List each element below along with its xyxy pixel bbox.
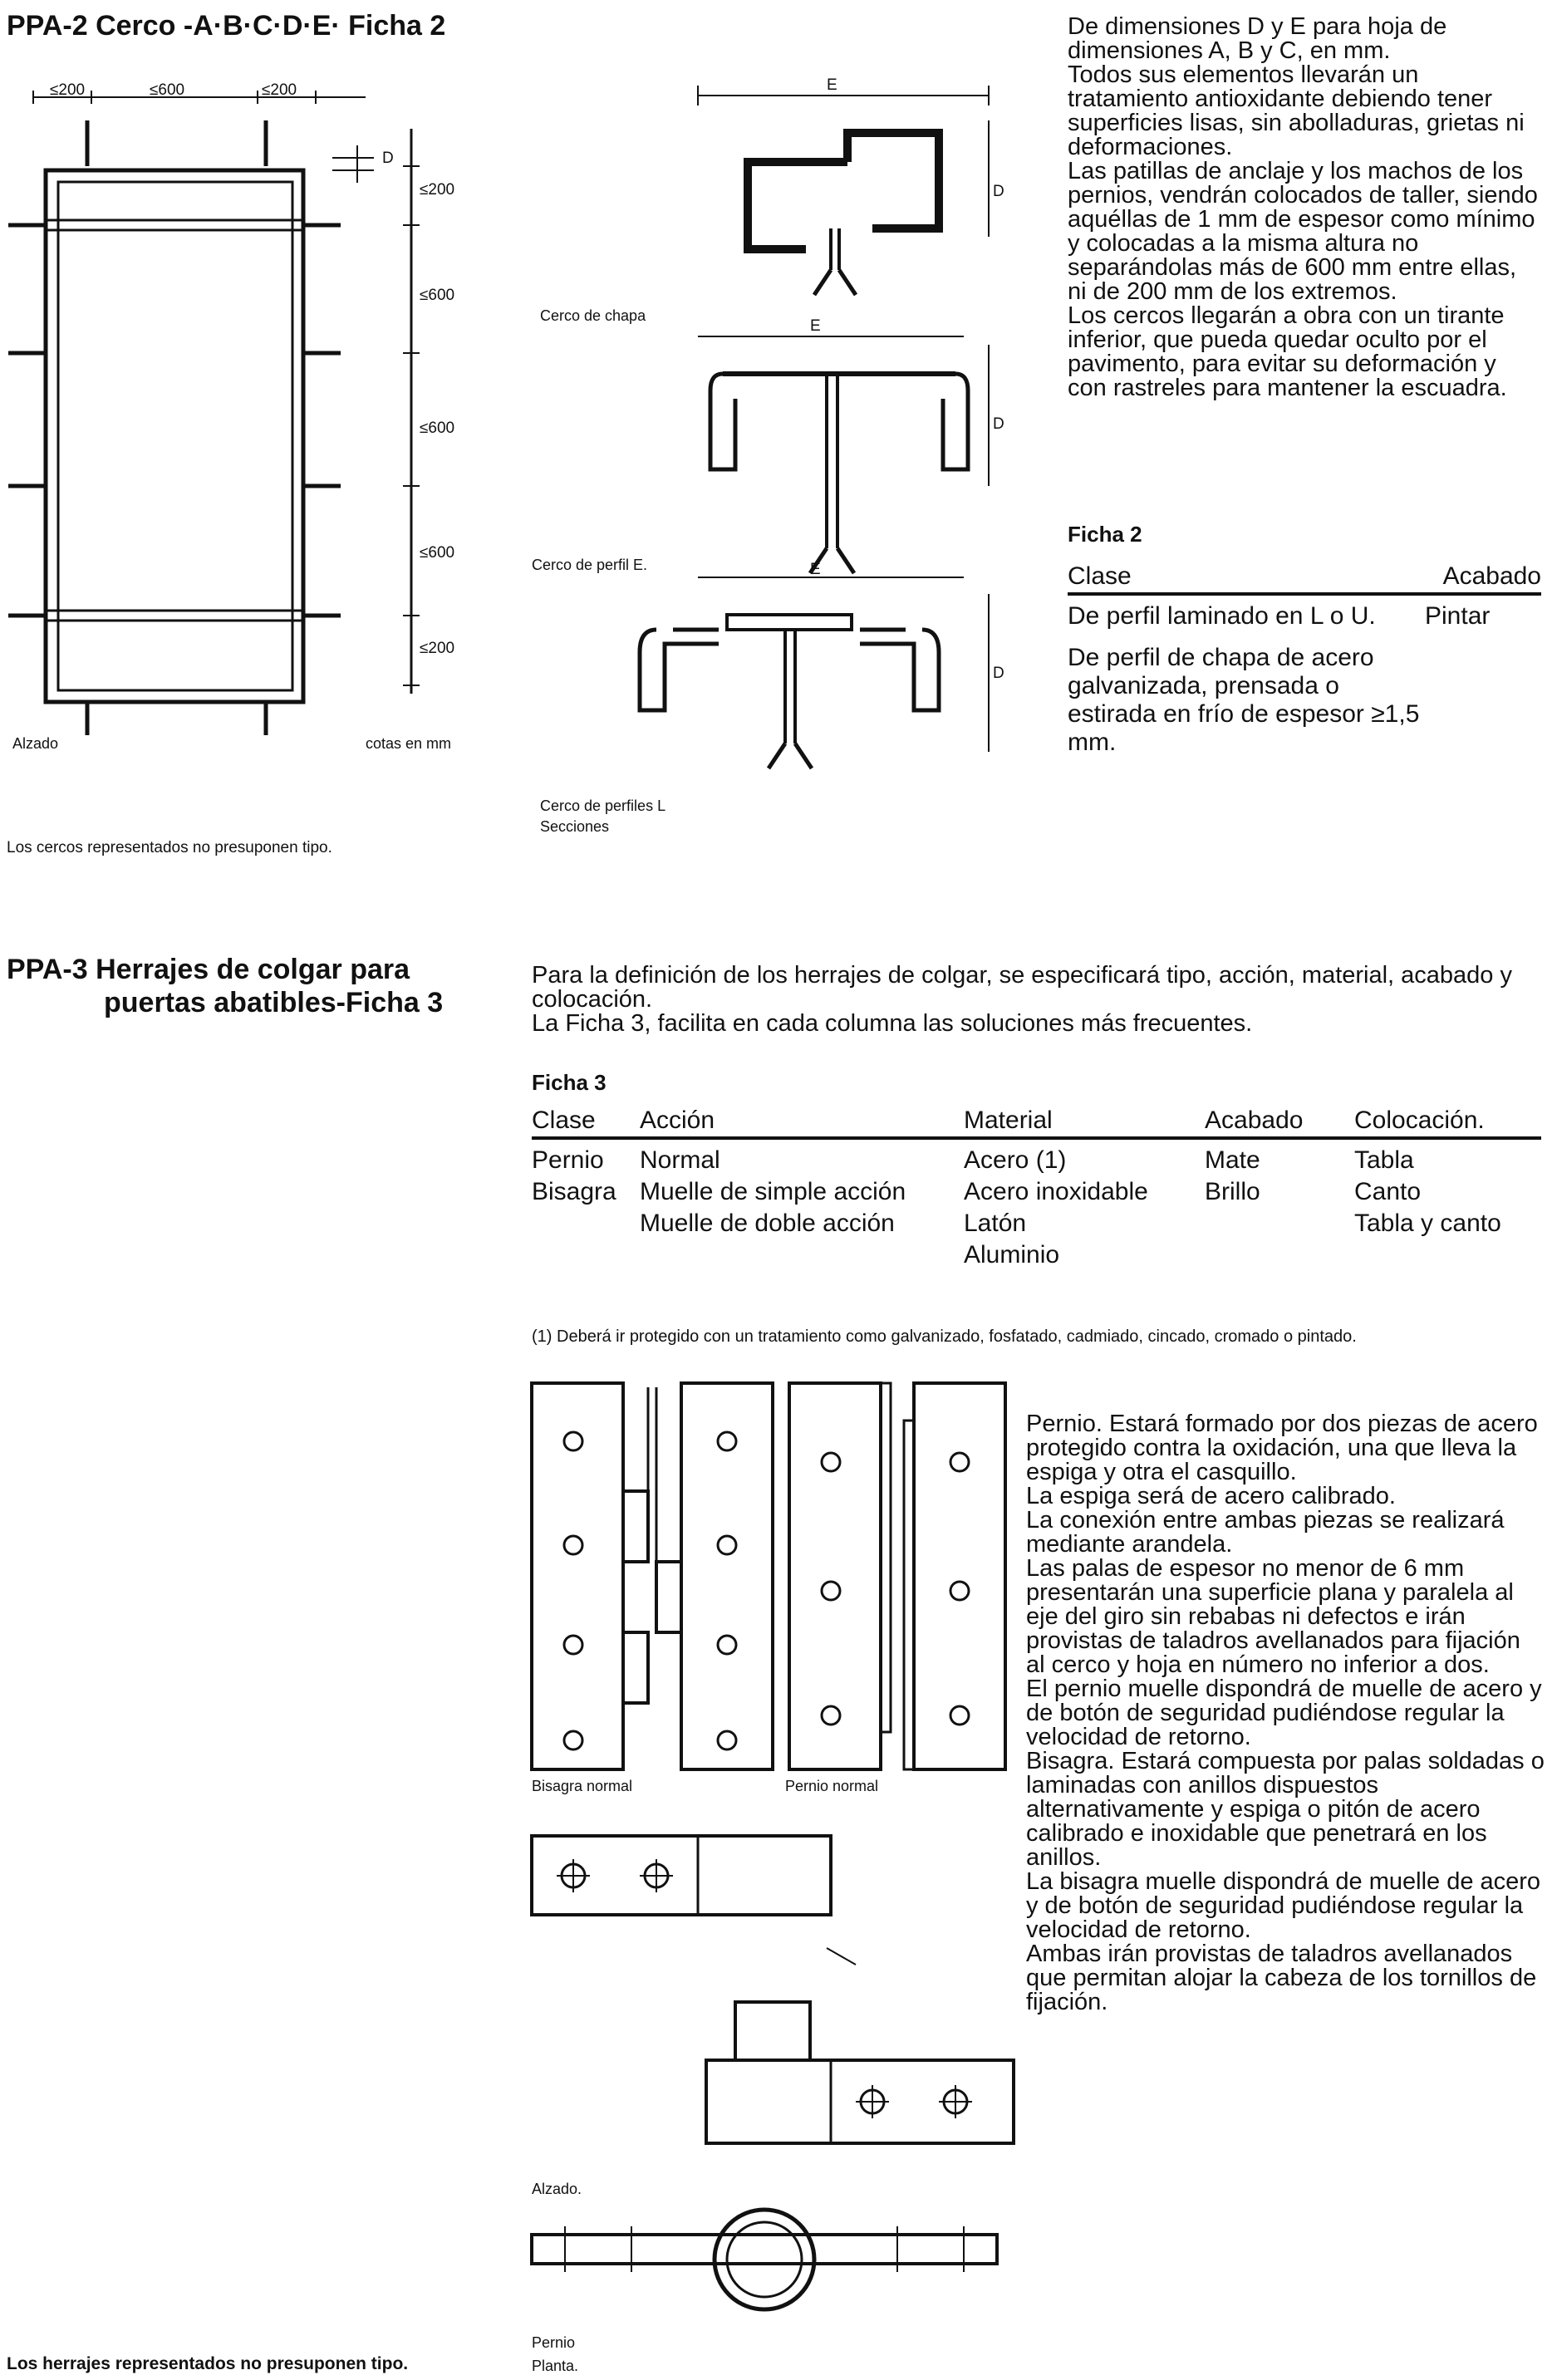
column-header: Clase (1068, 561, 1425, 594)
ppa3-title-line1: PPA-3 Herrajes de colgar para (7, 954, 410, 985)
dim-side-3: ≤600 (420, 420, 455, 437)
column-header: Acción (640, 1105, 964, 1138)
caption-pernio: Pernio (532, 2334, 576, 2351)
ficha2-title: Ficha 2 (1068, 522, 1142, 547)
caption-secciones: Secciones (540, 818, 610, 835)
table-cell: Tabla y canto (1354, 1210, 1501, 1237)
sec2-D-label: D (993, 415, 1004, 433)
table-row (1068, 594, 1541, 632)
ppa3-description (1026, 1412, 1545, 2014)
alzado-caption: Alzado (12, 735, 59, 752)
table-cell: Pintar (1425, 602, 1491, 630)
ppa3-paragraph: La conexión entre ambas piezas se realizará mediante arandela. (1026, 1507, 1505, 1558)
ppa3-intro-paragraph: Para la definición de los herrajes de colgar, se especificará tipo, acción, material, acabado y colocación. (532, 962, 1512, 1013)
table-row (532, 1176, 1541, 1208)
column-header: Material (964, 1105, 1205, 1138)
table-row (532, 1239, 1541, 1271)
sec1-E-label: E (827, 76, 837, 94)
dim-top-right: ≤200 (262, 81, 297, 99)
dim-side-1: ≤200 (420, 181, 455, 199)
table-cell: Acero (1) (964, 1146, 1067, 1174)
table-cell (1425, 632, 1541, 758)
sec1-D-label: D (993, 183, 1004, 200)
table-header-row (532, 1105, 1541, 1138)
ppa3-paragraph: Ambas irán provistas de taladros avellanados que permitan alojar la cabeza de los tornillos de fijación. (1026, 1941, 1537, 2015)
table-cell: Canto (1354, 1178, 1422, 1205)
ppa2-title: PPA-2 Cerco -A·B·C·D·E· Ficha 2 (7, 10, 446, 42)
ppa3-paragraph: Pernio. Estará formado por dos piezas de acero protegido contra la oxidación, una que lleva la espiga y otra el casquillo. (1026, 1411, 1538, 1485)
caption-alzado: Alzado. (532, 2181, 582, 2197)
ppa2-frame-elevation-drawing (0, 79, 515, 727)
ppa2-footnote: Los cercos representados no presuponen tipo. (7, 839, 332, 856)
dim-side-4: ≤600 (420, 544, 455, 562)
table-cell: Acero inoxidable (964, 1178, 1148, 1205)
table-cell: De perfil de chapa de acero galvanizada, prensada o estirada en frío de espesor ≥1,5 mm. (1068, 644, 1420, 756)
sec3-D-label: D (993, 665, 1004, 682)
ppa3-title-line2: puertas abatibles-Ficha 3 (104, 987, 444, 1018)
caption-cerco-perfil-e: Cerco de perfil E. (532, 557, 648, 573)
ficha3-title: Ficha 3 (532, 1070, 607, 1095)
table-cell: Pernio (532, 1146, 604, 1174)
dim-top-center: ≤600 (150, 81, 185, 99)
ppa3-paragraph: La bisagra muelle dispondrá de muelle de acero y de botón de seguridad pudiéndose regular la velocidad de retorno. (1026, 1868, 1541, 1943)
ppa2-sections-drawing (523, 71, 1014, 818)
table-row (1068, 632, 1541, 758)
table-header-row (1068, 561, 1541, 594)
caption-cerco-chapa: Cerco de chapa (540, 307, 646, 324)
caption-planta: Planta. (532, 2358, 579, 2374)
table-cell: Normal (640, 1146, 720, 1174)
ppa3-paragraph: La espiga será de acero calibrado. (1026, 1483, 1396, 1509)
ppa2-paragraph: De dimensiones D y E para hoja de dimensiones A, B y C, en mm. (1068, 13, 1447, 64)
ppa2-paragraph: Todos sus elementos llevarán un tratamiento antioxidante debiendo tener superficies lisas, sin abolladuras, grietas ni deformaciones. (1068, 61, 1525, 160)
ppa3-intro-paragraph: La Ficha 3, facilita en cada columna las soluciones más frecuentes. (532, 1010, 1253, 1037)
ppa3-paragraph: Bisagra. Estará compuesta por palas soldadas o laminadas con anillos dispuestos alternativamente y espiga o pitón de acero calibrado e inoxidable que penetrará en los anillos. (1026, 1748, 1545, 1871)
sec3-E-label: E (810, 561, 821, 578)
ppa3-paragraph: El pernio muelle dispondrá de muelle de acero y de botón de seguridad pudiéndose regular la velocidad de retorno. (1026, 1676, 1542, 1750)
caption-pernio-normal: Pernio normal (785, 1778, 879, 1794)
dim-top-left: ≤200 (50, 81, 86, 99)
dim-side-2: ≤600 (420, 287, 455, 304)
table-cell: Bisagra (532, 1178, 616, 1205)
ppa3-paragraph: Las palas de espesor no menor de 6 mm presentarán una superficie plana y paralela al eje del giro sin rebabas ni defectos e irán provistas de taladros avellanados para fijación al cerco y hoja en número no inferior a dos. (1026, 1555, 1520, 1678)
ppa2-paragraph: Las patillas de anclaje y los machos de los pernios, vendrán colocados de taller, siendo aquéllas de 1 mm de espesor como mínimo y colocadas a la misma altura no separándolas más de 600 mm entre ellas, ni de 200 mm de los extremos. (1068, 158, 1538, 305)
cotas-caption: cotas en mm (366, 735, 452, 752)
table-cell: Latón (964, 1210, 1027, 1237)
table-cell (640, 1239, 964, 1271)
table-cell: Tabla (1354, 1146, 1414, 1174)
column-header: Acabado (1425, 561, 1541, 594)
ppa2-description (1068, 15, 1541, 400)
table-cell (1205, 1239, 1354, 1271)
column-header: Acabado (1205, 1105, 1354, 1138)
sec2-E-label: E (810, 317, 821, 335)
caption-bisagra-normal: Bisagra normal (532, 1778, 633, 1794)
ficha2-table (1068, 561, 1541, 758)
ppa3-footnote: Los herrajes representados no presuponen tipo. (7, 2354, 409, 2373)
table-cell: Muelle de doble acción (640, 1210, 895, 1237)
table-cell (532, 1208, 640, 1239)
caption-cerco-perfiles-l: Cerco de perfiles L (540, 797, 666, 814)
ppa2-paragraph: Los cercos llegarán a obra con un tirante inferior, que pueda quedar oculto por el pavimento, para evitar su deformación y con rastreles para mantener la escuadra. (1068, 302, 1507, 401)
table-cell (532, 1239, 640, 1271)
table-cell (1354, 1239, 1541, 1271)
table-cell: Aluminio (964, 1241, 1060, 1269)
column-header: Colocación. (1354, 1105, 1541, 1138)
ficha3-table (532, 1105, 1541, 1271)
ppa3-intro (532, 964, 1545, 1036)
table-cell (1205, 1208, 1354, 1239)
table-cell: De perfil laminado en L o U. (1068, 602, 1376, 630)
column-header: Clase (532, 1105, 640, 1138)
ppa3-hinge-drawings (515, 1371, 1014, 2368)
table-row (532, 1138, 1541, 1176)
dim-D-label: D (382, 150, 394, 167)
ficha3-note: (1) Deberá ir protegido con un tratamiento como galvanizado, fosfatado, cadmiado, cincado, cromado o pintado. (532, 1327, 1357, 1346)
table-cell: Brillo (1205, 1178, 1260, 1205)
table-row (532, 1208, 1541, 1239)
dim-side-5: ≤200 (420, 640, 455, 657)
table-cell: Mate (1205, 1146, 1260, 1174)
table-cell: Muelle de simple acción (640, 1178, 906, 1205)
